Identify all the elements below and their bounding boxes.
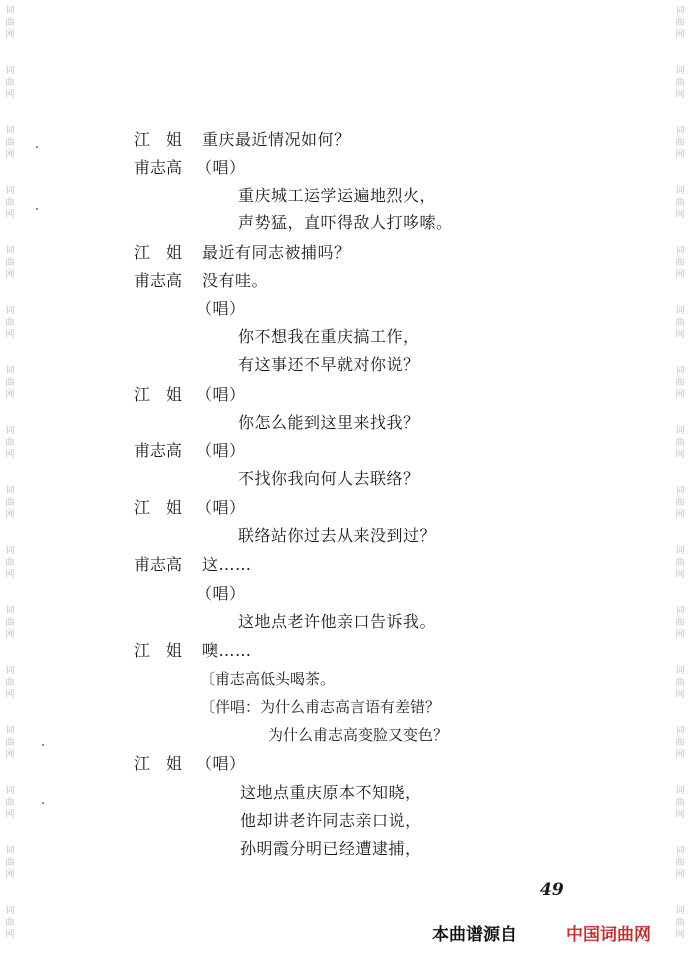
watermark-glyph: 词 [5,426,15,436]
watermark-glyph: 网 [675,630,685,640]
watermark-glyph: 曲 [675,78,685,88]
watermark-glyph: 曲 [5,858,15,868]
watermark-glyph: 网 [675,330,685,340]
watermark-glyph: 曲 [5,558,15,568]
watermark-glyph: 网 [675,510,685,520]
watermark-glyph: 曲 [5,438,15,448]
watermark-glyph: 曲 [5,138,15,148]
lyric-line: 这地点重庆原本不知晓， [240,783,422,802]
lyric-line: 这地点老许他亲口告诉我。 [238,612,437,631]
watermark-glyph: 网 [675,870,685,880]
watermark-glyph: 词 [675,366,685,376]
watermark-glyph: 网 [5,150,15,160]
watermark-glyph: 曲 [675,378,685,388]
lyric-line: 不找你我向何人去联络？ [238,469,420,488]
watermark-glyph: 曲 [675,618,685,628]
watermark-glyph: 曲 [675,258,685,268]
speaker-label: 江 姐 [134,498,183,517]
watermark-glyph: 曲 [5,678,15,688]
watermark-glyph: 曲 [675,138,685,148]
watermark-glyph: 网 [675,450,685,460]
watermark-glyph: 网 [5,750,15,760]
watermark-glyph: 词 [675,306,685,316]
watermark-glyph: 词 [5,486,15,496]
watermark-glyph: 曲 [675,18,685,28]
watermark-glyph: 网 [5,630,15,640]
watermark-glyph: 词 [5,66,15,76]
dialogue-line: 重庆最近情况如何？ [202,130,351,149]
watermark-glyph: 曲 [5,198,15,208]
watermark-glyph: 曲 [675,318,685,328]
watermark-glyph: 网 [5,690,15,700]
watermark-glyph: 词 [675,246,685,256]
watermark-glyph: 词 [5,546,15,556]
watermark-column-left [2,0,18,970]
lyric-line: 孙明霞分明已经遭逮捕， [240,839,422,858]
watermark-glyph: 网 [5,30,15,40]
watermark-glyph: 网 [5,210,15,220]
lyric-line: 有这事还不早就对你说？ [238,355,420,374]
watermark-column-right [672,0,688,970]
watermark-glyph: 曲 [675,858,685,868]
watermark-glyph: 曲 [5,618,15,628]
watermark-glyph: 曲 [675,438,685,448]
watermark-glyph: 曲 [5,498,15,508]
watermark-glyph: 网 [675,570,685,580]
speaker-label: 江 姐 [134,754,183,773]
watermark-glyph: 网 [675,30,685,40]
speaker-label: 江 姐 [134,243,183,262]
scan-speck [42,744,44,746]
chorus-line: 〔伴唱：为什么甫志高言语有差错？ [200,698,441,716]
watermark-glyph: 网 [5,930,15,940]
watermark-glyph: 网 [675,390,685,400]
watermark-glyph: 曲 [5,78,15,88]
stage-direction: （唱） [196,498,246,517]
watermark-glyph: 词 [675,906,685,916]
watermark-glyph: 词 [5,186,15,196]
watermark-glyph: 曲 [675,498,685,508]
speaker-label: 甫志高 [134,271,183,290]
watermark-glyph: 网 [675,150,685,160]
watermark-glyph: 词 [675,126,685,136]
lyric-line: 声势猛，直吓得敌人打哆嗦。 [238,213,453,232]
speaker-label: 江 姐 [134,641,183,660]
stage-direction: （唱） [196,584,246,603]
watermark-glyph: 词 [675,846,685,856]
watermark-glyph: 网 [5,390,15,400]
speaker-label: 江 姐 [134,385,183,404]
watermark-glyph: 词 [675,6,685,16]
watermark-glyph: 曲 [675,798,685,808]
watermark-glyph: 网 [675,270,685,280]
watermark-glyph: 曲 [675,738,685,748]
lyric-line: 他却讲老许同志亲口说， [240,811,422,830]
watermark-glyph: 曲 [5,318,15,328]
watermark-glyph: 曲 [675,678,685,688]
page-number: 49 [540,880,564,900]
watermark-glyph: 词 [5,906,15,916]
watermark-glyph: 网 [5,870,15,880]
watermark-glyph: 词 [5,846,15,856]
watermark-glyph: 词 [675,426,685,436]
watermark-glyph: 网 [5,330,15,340]
stage-direction: （唱） [196,441,246,460]
watermark-glyph: 词 [675,186,685,196]
watermark-glyph: 曲 [5,258,15,268]
watermark-glyph: 网 [675,750,685,760]
speaker-label: 江 姐 [134,130,183,149]
watermark-glyph: 词 [675,66,685,76]
dialogue-line: 这…… [202,555,252,574]
watermark-glyph: 网 [675,810,685,820]
watermark-glyph: 词 [5,6,15,16]
speaker-label: 甫志高 [134,555,183,574]
watermark-glyph: 曲 [5,918,15,928]
lyric-line: 你怎么能到这里来找我？ [238,413,420,432]
watermark-glyph: 网 [5,510,15,520]
speaker-label: 甫志高 [134,441,183,460]
watermark-glyph: 网 [5,90,15,100]
watermark-glyph: 词 [5,726,15,736]
watermark-glyph: 词 [5,126,15,136]
watermark-glyph: 曲 [5,798,15,808]
watermark-glyph: 网 [5,810,15,820]
watermark-glyph: 网 [5,450,15,460]
scan-speck [36,146,38,148]
watermark-glyph: 词 [675,486,685,496]
lyric-line: 你不想我在重庆搞工作， [238,327,420,346]
watermark-glyph: 词 [675,606,685,616]
stage-direction: （唱） [196,754,246,773]
watermark-glyph: 网 [675,690,685,700]
footer-site-name[interactable]: 中国词曲网 [566,925,651,945]
stage-direction: （唱） [196,158,246,177]
watermark-glyph: 词 [5,606,15,616]
lyric-line: 联络站你过去从来没到过？ [238,526,437,545]
watermark-glyph: 网 [5,270,15,280]
watermark-glyph: 网 [5,570,15,580]
lyric-line: 重庆城工运学运遍地烈火， [238,186,437,205]
watermark-glyph: 曲 [675,198,685,208]
watermark-glyph: 网 [675,90,685,100]
footer-source-label: 本曲谱源自 [432,925,517,945]
watermark-glyph: 词 [5,786,15,796]
speaker-label: 甫志高 [134,158,183,177]
watermark-glyph: 词 [675,726,685,736]
watermark-glyph: 词 [5,306,15,316]
watermark-glyph: 词 [5,246,15,256]
watermark-glyph: 网 [675,210,685,220]
watermark-glyph: 曲 [675,558,685,568]
watermark-glyph: 词 [5,366,15,376]
dialogue-line: 最近有同志被捕吗？ [202,243,351,262]
stage-direction: （唱） [196,299,246,318]
watermark-glyph: 词 [675,786,685,796]
stage-direction: 〔甫志高低头喝茶。 [200,670,336,688]
watermark-glyph: 曲 [675,918,685,928]
watermark-glyph: 曲 [5,378,15,388]
dialogue-line: 没有哇。 [202,271,269,290]
scan-speck [36,208,38,210]
watermark-glyph: 曲 [5,18,15,28]
watermark-glyph: 网 [675,930,685,940]
stage-direction: （唱） [196,385,246,404]
watermark-glyph: 词 [675,546,685,556]
watermark-glyph: 词 [5,666,15,676]
watermark-glyph: 词 [675,666,685,676]
dialogue-line: 噢…… [202,641,252,660]
chorus-line: 为什么甫志高变脸又变色？ [268,726,449,744]
watermark-glyph: 曲 [5,738,15,748]
scan-speck [42,802,44,804]
